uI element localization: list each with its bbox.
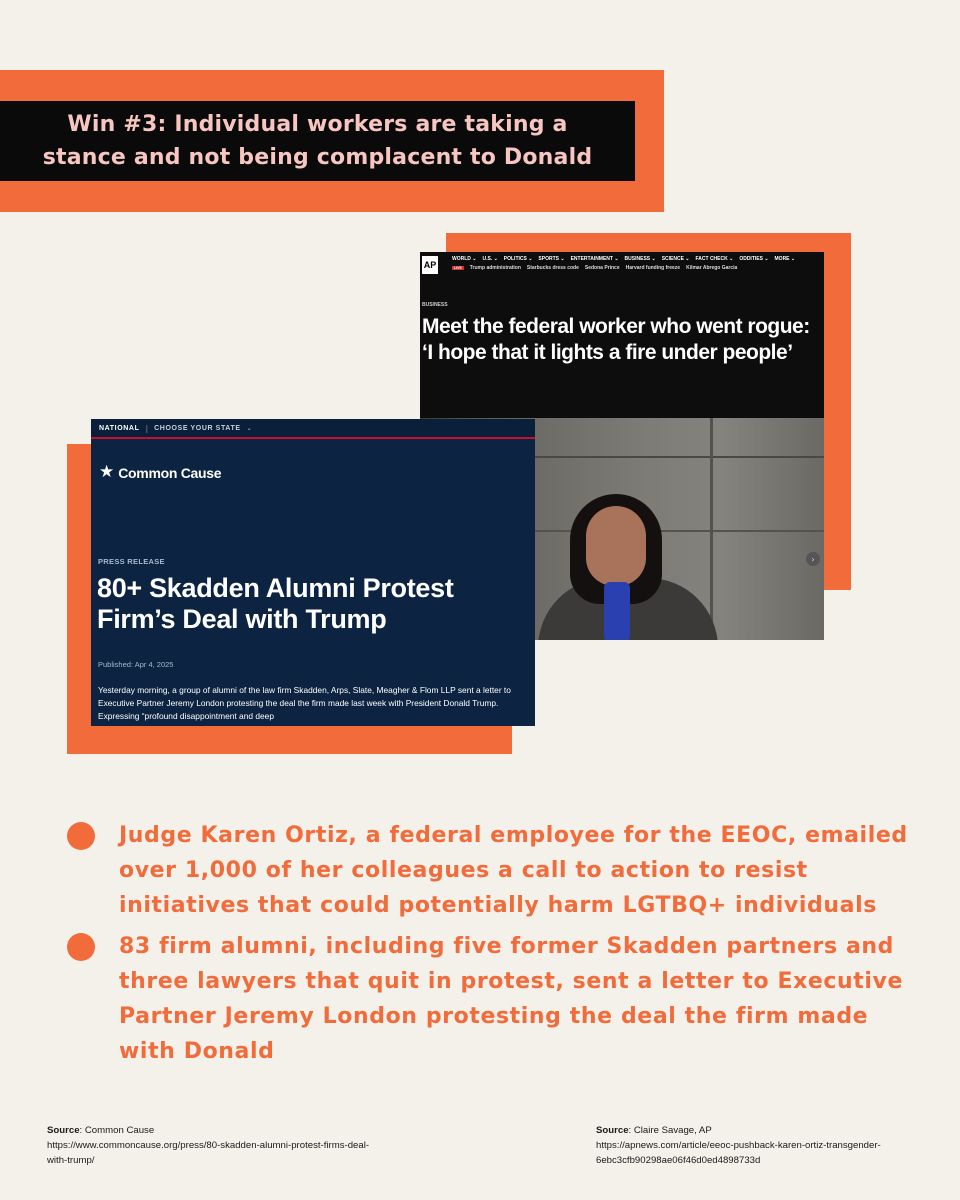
chevron-down-icon: ⌄ [246, 424, 252, 432]
ap-menu-item: ODDITIES ⌄ [739, 256, 769, 262]
ap-section-label: BUSINESS [422, 302, 448, 308]
ap-live-badge: LIVE [454, 266, 462, 270]
cc-logo [99, 464, 221, 481]
cc-logo-text: Common Cause [118, 464, 222, 481]
page-title-line-1: Win #3: Individual workers are taking a [67, 112, 568, 137]
ap-trending-bar [452, 265, 795, 271]
bullet-text: 83 firm alumni, including five former Skadden partners and three lawyers that quit in protest, sent a letter to Executive Partner Jeremy London protesting the deal the firm made with Donald [119, 934, 904, 1064]
cc-nav-bar [91, 419, 535, 439]
photo-stone-column [710, 418, 713, 640]
ap-menu-item: FACT CHECK ⌄ [695, 256, 734, 262]
source-label: Source [47, 1125, 80, 1136]
ap-menu-item: SCIENCE ⌄ [661, 256, 690, 262]
ap-menu-item: SPORTS ⌄ [538, 256, 565, 262]
source-name: : Common Cause [79, 1125, 155, 1136]
cc-headline: 80+ Skadden Alumni Protest Firm’s Deal with Trump [97, 573, 454, 634]
ap-menu-item: MORE ⌄ [774, 256, 796, 262]
list-item [67, 818, 917, 923]
ap-menu-item: U.S. ⌄ [482, 256, 498, 262]
ap-menu [452, 256, 795, 262]
ap-trend-item: Trump administration [469, 265, 521, 271]
ap-trend-item: Harvard funding freeze [625, 265, 681, 271]
bullet-dot-icon [67, 933, 95, 961]
cc-nav-choose-state: CHOOSE YOUR STATE [154, 424, 241, 432]
photo-person-shirt [604, 582, 630, 640]
ap-menu-item: POLITICS ⌄ [503, 256, 533, 262]
star-icon: ★ [99, 462, 115, 482]
chevron-right-icon: › [806, 552, 820, 566]
ap-logo: AP [422, 256, 438, 274]
cc-nav-separator: | [145, 423, 149, 433]
source-citation-right [596, 1123, 916, 1168]
ap-trend-item: Starbucks dress code [526, 265, 579, 271]
bullet-list [67, 818, 917, 1075]
cc-published-date: Published: Apr 4, 2025 [98, 660, 174, 669]
source-url: https://www.commoncause.org/press/80-skadden-alumni-protest-firms-deal-with-trump/ [47, 1140, 370, 1166]
source-label: Source [596, 1125, 629, 1136]
ap-menu-item: ENTERTAINMENT ⌄ [570, 256, 619, 262]
page-title-line-2: stance and not being complacent to Donald [42, 145, 593, 170]
source-url: https://apnews.com/article/eeoc-pushback-karen-ortiz-transgender-6ebc3cfb90298ae06f46d0ed4898733d [596, 1140, 881, 1166]
source-name: : Claire Savage, AP [628, 1125, 712, 1136]
ap-nav-bar [420, 252, 824, 282]
common-cause-screenshot [91, 419, 535, 726]
ap-trend-item: Kilmar Abrego Garcia [686, 265, 738, 271]
ap-headline: Meet the federal worker who went rogue: ‘I hope that it lights a fire under people’ [422, 315, 810, 364]
bullet-text: Judge Karen Ortiz, a federal employee for the EEOC, emailed over 1,000 of her colleagues a call to action to resist initiatives that could potentially harm LGTBQ+ individuals [119, 823, 908, 918]
title-banner [0, 101, 635, 181]
bullet-dot-icon [67, 822, 95, 850]
list-item [67, 929, 917, 1069]
ap-trend-item: Sedona Prince [584, 265, 620, 271]
cc-kicker: PRESS RELEASE [98, 557, 165, 566]
source-citation-left [47, 1123, 387, 1168]
photo-person-face [586, 506, 646, 586]
ap-menu-item: WORLD ⌄ [452, 256, 477, 262]
page-title [43, 108, 593, 174]
cc-body-text: Yesterday morning, a group of alumni of the law firm Skadden, Arps, Slate, Meagher & Flom LLP sent a letter to Executive Partner Jeremy London protesting the deal the firm made last week with President Donald Trump. Expressing “profound disappointment and deep [98, 685, 511, 721]
cc-nav-national: NATIONAL [99, 424, 140, 432]
ap-menu-item: BUSINESS ⌄ [624, 256, 656, 262]
